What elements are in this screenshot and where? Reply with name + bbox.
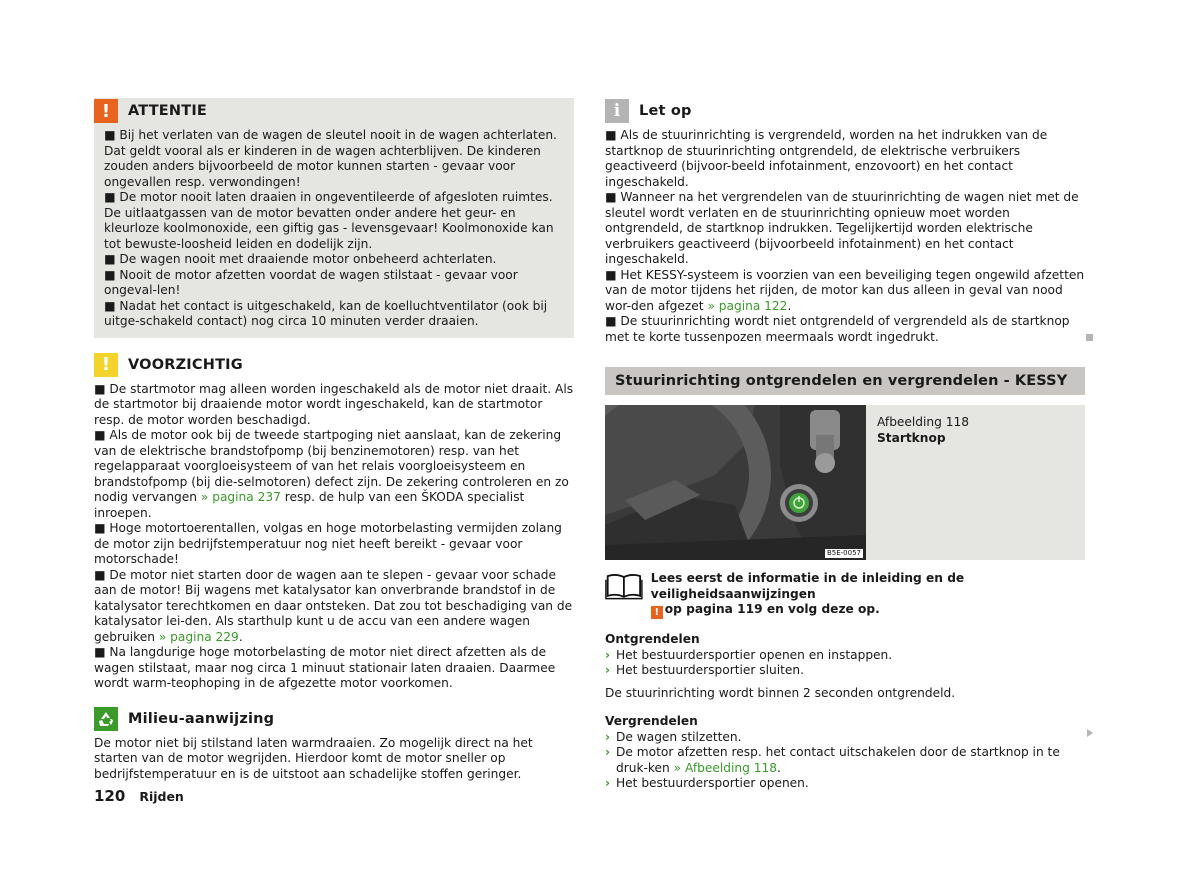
attentie-box — [94, 98, 574, 338]
letop-title: Let op — [639, 103, 692, 119]
book-icon — [605, 571, 643, 601]
bullet-text: resp. de hulp van een ŠKODA specialist inroepen. — [94, 490, 525, 520]
step-text: De motor afzetten resp. het contact uitschakelen door de startknop in te druk-ken — [616, 745, 1060, 775]
step-text: Het bestuurdersportier openen. — [616, 776, 809, 790]
start-button-figure — [605, 405, 866, 560]
step-text: De wagen stilzetten. — [616, 729, 742, 744]
voorzichtig-header — [94, 352, 574, 378]
step-item — [605, 663, 1085, 679]
step-item — [605, 648, 1085, 664]
step-text: Het bestuurdersportier sluiten. — [616, 663, 804, 677]
letop-bullet: ■ De stuurinrichting wordt niet ontgrendeld of vergrendeld als de startknop met te korte tussenpozen meermaals wordt ingedrukt. — [605, 314, 1070, 344]
page-footer — [94, 787, 184, 805]
step-item — [605, 776, 1085, 792]
figure-code: B5E-0057 — [826, 549, 861, 557]
read-first-text — [651, 571, 1085, 619]
figure-label: Afbeelding 118 — [877, 415, 970, 429]
voorzichtig-bullet: ■ De startmotor mag alleen worden ingeschakeld als de motor niet draait. Als de startmotor bij draaiende motor wordt ingeschakeld, kan de startmotor resp. de motor worden beschadigd. — [94, 381, 574, 427]
attentie-body — [94, 124, 574, 330]
letop-box — [605, 98, 1085, 345]
chapter-name: Rijden — [139, 789, 184, 804]
vergrendelen-title: Vergrendelen — [605, 714, 698, 728]
bullet-text: . — [787, 298, 792, 313]
letop-bullet: ■ Als de stuurinrichting is vergrendeld, worden na het indrukken van de startknop de stuurinrichting ontgrendeld, de elektrische verbruikers geactiveerd (bijvoor-beeld infotainment, enzovoort) en het contact ingeschakeld. — [605, 128, 1048, 189]
chevron-right-icon: › — [605, 647, 611, 662]
milieu-section — [94, 706, 574, 783]
letop-body — [605, 124, 1085, 345]
exclamation-icon: ! — [94, 99, 118, 123]
exclamation-icon: ! — [651, 606, 663, 619]
attentie-bullet: ■ Nooit de motor afzetten voordat de wagen stilstaat - gevaar voor ongeval-len! — [104, 267, 518, 297]
letop-bullet — [605, 268, 1085, 315]
figure-title: Startknop — [877, 430, 946, 445]
step-item — [605, 745, 1085, 776]
step-item — [605, 730, 1085, 746]
attentie-title: ATTENTIE — [128, 103, 208, 119]
page-link[interactable]: » pagina 237 — [200, 490, 281, 504]
bullet-text: . — [238, 629, 243, 644]
read-first-line2[interactable]: op pagina 119 en volg deze op. — [664, 602, 880, 616]
warning-icon: ! — [94, 353, 118, 377]
chevron-right-icon: › — [605, 663, 611, 677]
left-column — [94, 98, 574, 782]
info-icon: i — [605, 99, 629, 123]
attentie-header — [94, 98, 574, 124]
step-text-wrap — [616, 745, 1085, 776]
figure-caption — [866, 405, 969, 560]
bullet-text: ■ Het KESSY-systeem is voorzien van een beveiliging tegen ongewild afzetten van de motor tijdens het rijden, de motor kan dus alleen in geval van nood wor-den afgezet — [605, 267, 1085, 313]
right-column — [605, 98, 1085, 792]
voorzichtig-bullet — [94, 428, 574, 521]
read-first-line2-row — [651, 602, 1085, 619]
read-first-note — [605, 571, 1085, 619]
step-text: . — [777, 760, 781, 775]
voorzichtig-bullet: ■ Hoge motortoerentallen, volgas en hoge motorbelasting vermijden zolang de motor zijn bedrijfstemperatuur nog niet heeft bereikt - gevaar voor motorschade! — [94, 521, 562, 566]
voorzichtig-title: VOORZICHTIG — [128, 356, 243, 373]
ontgrendelen-title: Ontgrendelen — [605, 632, 700, 646]
chevron-right-icon: › — [605, 776, 611, 790]
page-link[interactable]: » pagina 122 — [707, 298, 788, 313]
section-end-marker — [1086, 334, 1093, 341]
milieu-title: Milieu-aanwijzing — [128, 710, 275, 727]
figure-link[interactable]: » Afbeelding 118 — [673, 760, 778, 775]
attentie-bullet: ■ De wagen nooit met draaiende motor onbeheerd achterlaten. — [104, 252, 497, 266]
attentie-bullet: ■ Nadat het contact is uitgeschakeld, kan de koelluchtventilator (ook bij uitge-schakeld contact) nog circa 10 minuten verder draaien. — [104, 298, 548, 328]
letop-bullet: ■ Wanneer na het vergrendelen van de stuurinrichting de wagen niet met de sleutel wordt verlaten en de stuurinrichting opnieuw moet worden ontgrendeld, de startknop indrukken. Tegelijkertijd worden elektrische verbruikers geactiveerd (bijvoorbeeld infotainment) en het contact ingeschakeld. — [605, 190, 1079, 266]
bullet-text: ■ De motor niet starten door de wagen aan te slepen - gevaar voor schade aan de motor! Bij wagens met katalysator kan onverbrande brandstof in de katalysator terechtkomen en daar ontsteken. Dat zou tot beschadiging van de katalysator lei-den. Als starthulp kunt u de accu van een andere wagen gebruiken — [94, 567, 573, 644]
voorzichtig-bullet — [94, 568, 574, 646]
read-first-line1: Lees eerst de informatie in de inleiding en de veiligheidsaanwijzingen — [650, 571, 965, 601]
milieu-header — [94, 706, 574, 732]
page-link[interactable]: » pagina 229 — [158, 629, 239, 644]
figure-row — [605, 405, 1085, 560]
page-number: 120 — [94, 787, 126, 805]
kessy-title: Stuurinrichting ontgrendelen en vergrendelen - KESSY — [615, 373, 1068, 389]
step-text: Het bestuurdersportier openen en instappen. — [616, 647, 893, 662]
voorzichtig-section — [94, 352, 574, 692]
continue-arrow-icon — [1087, 729, 1093, 737]
letop-header — [605, 98, 1085, 124]
ontgrendelen-result: De stuurinrichting wordt binnen 2 seconden ontgrendeld. — [605, 685, 956, 700]
milieu-text: De motor niet bij stilstand laten warmdraaien. Zo mogelijk direct na het starten van de motor wegrijden. Hierdoor komt de motor sneller op bedrijfstemperatuur en is de uitstoot aan schadelijke stoffen geringer. — [94, 735, 533, 781]
chevron-right-icon: › — [605, 745, 611, 759]
recycle-icon — [94, 707, 118, 731]
attentie-bullet: ■ De motor nooit laten draaien in ongeventileerde of afgesloten ruimtes. De uitlaatgassen van de motor bevatten onder andere het geur- en kleurloze koolmonoxide, een giftig gas - levensgevaar! Koolmonoxide kan tot bewuste-loosheid leiden en dodelijk zijn. — [104, 190, 554, 251]
voorzichtig-bullet: ■ Na langdurige hoge motorbelasting de motor niet direct afzetten als de wagen stilstaat, maar nog circa 1 minuut stationair laten draaien. Daarmee wordt warm-teophoping in de afgezette motor voorkomen. — [94, 645, 556, 690]
chevron-right-icon: › — [605, 729, 611, 744]
attentie-bullet: ■ Bij het verlaten van de wagen de sleutel nooit in de wagen achterlaten. Dat geldt vooral als er kinderen in de wagen achterblijven. De kinderen zouden anders bijvoorbeeld de motor kunnen starten - gevaar voor ongevallen resp. verwondingen! — [104, 128, 557, 189]
dashboard-illustration — [605, 405, 866, 560]
bullet-text: ■ Als de motor ook bij de tweede startpoging niet aanslaat, kan de zekering van de elektrische brandstofpomp (bij benzinemotoren) resp. van het regelapparaat voorgloeisysteem of van het relais voorgloeisysteem en brandstofpomp (bij die-selmotoren) defect zijn. De zekering controleren en zo nodig vervangen — [94, 428, 569, 504]
kessy-section-bar — [605, 367, 1085, 395]
